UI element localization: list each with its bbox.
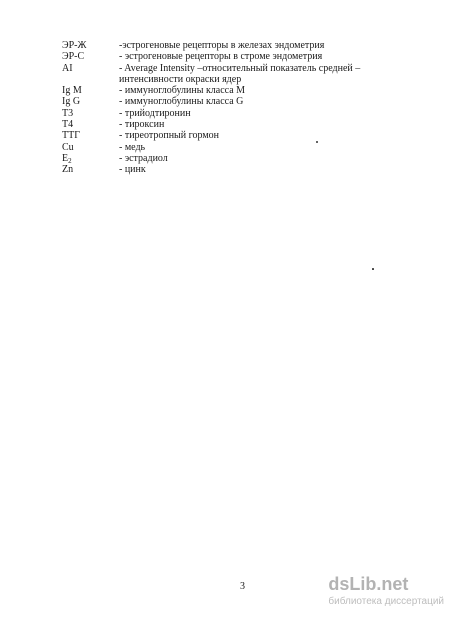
watermark bbox=[328, 574, 444, 607]
list-item bbox=[62, 108, 402, 119]
page-number: 3 bbox=[240, 581, 245, 592]
abbreviation-term bbox=[62, 153, 119, 164]
abbreviation-description: - иммуноглобулины класса M bbox=[119, 85, 246, 97]
list-item bbox=[62, 164, 402, 175]
abbreviation-term: AI bbox=[62, 62, 73, 74]
abbreviation-term: Ig G bbox=[62, 96, 81, 108]
abbreviation-term-main: E bbox=[62, 152, 69, 164]
abbreviation-description: - цинк bbox=[119, 164, 146, 176]
list-item bbox=[62, 119, 402, 130]
abbreviation-description: - эстрадиол bbox=[119, 152, 168, 164]
list-item bbox=[62, 142, 402, 153]
list-item bbox=[62, 96, 402, 107]
abbreviation-term: T3 bbox=[62, 107, 74, 119]
abbreviation-description: - тироксин bbox=[119, 119, 165, 131]
abbreviation-description: - медь bbox=[119, 141, 146, 153]
abbreviation-description: - Average Intensity –относительный показатель средней – bbox=[119, 62, 361, 74]
abbreviation-description: - эстрогеновые рецепторы в строме эндометрия bbox=[119, 51, 323, 63]
abbreviation-list bbox=[62, 40, 402, 176]
list-item bbox=[62, 130, 402, 141]
abbreviation-term: ЭР-Ж bbox=[62, 40, 87, 51]
abbreviation-term-subscript: 2 bbox=[68, 156, 72, 165]
abbreviation-description: - трийодтиронин bbox=[119, 107, 191, 119]
list-item bbox=[62, 74, 402, 85]
abbreviation-description: - тиреотропный гормон bbox=[119, 130, 220, 142]
list-item bbox=[62, 153, 402, 164]
watermark-name: dsLib.net bbox=[328, 574, 409, 594]
abbreviation-description: - иммуноглобулины класса G bbox=[119, 96, 244, 108]
list-item bbox=[62, 40, 402, 51]
abbreviation-term: T4 bbox=[62, 119, 74, 131]
list-item bbox=[62, 63, 402, 74]
watermark-subtitle: библиотека диссертаций bbox=[328, 596, 444, 607]
list-item bbox=[62, 85, 402, 96]
scan-speck bbox=[372, 268, 374, 270]
abbreviation-term bbox=[62, 74, 119, 85]
scan-speck bbox=[316, 141, 318, 143]
abbreviation-description: -эстрогеновые рецепторы в железах эндометрия bbox=[119, 40, 325, 51]
abbreviation-term: ЭР-С bbox=[62, 51, 85, 63]
abbreviation-term: Cu bbox=[62, 141, 74, 153]
abbreviation-term: Ig M bbox=[62, 85, 82, 97]
abbreviation-term: Zn bbox=[62, 164, 74, 176]
abbreviation-term: ТТГ bbox=[62, 130, 80, 142]
list-item bbox=[62, 51, 402, 62]
abbreviation-description-continuation: интенсивности окраски ядер bbox=[119, 73, 242, 85]
